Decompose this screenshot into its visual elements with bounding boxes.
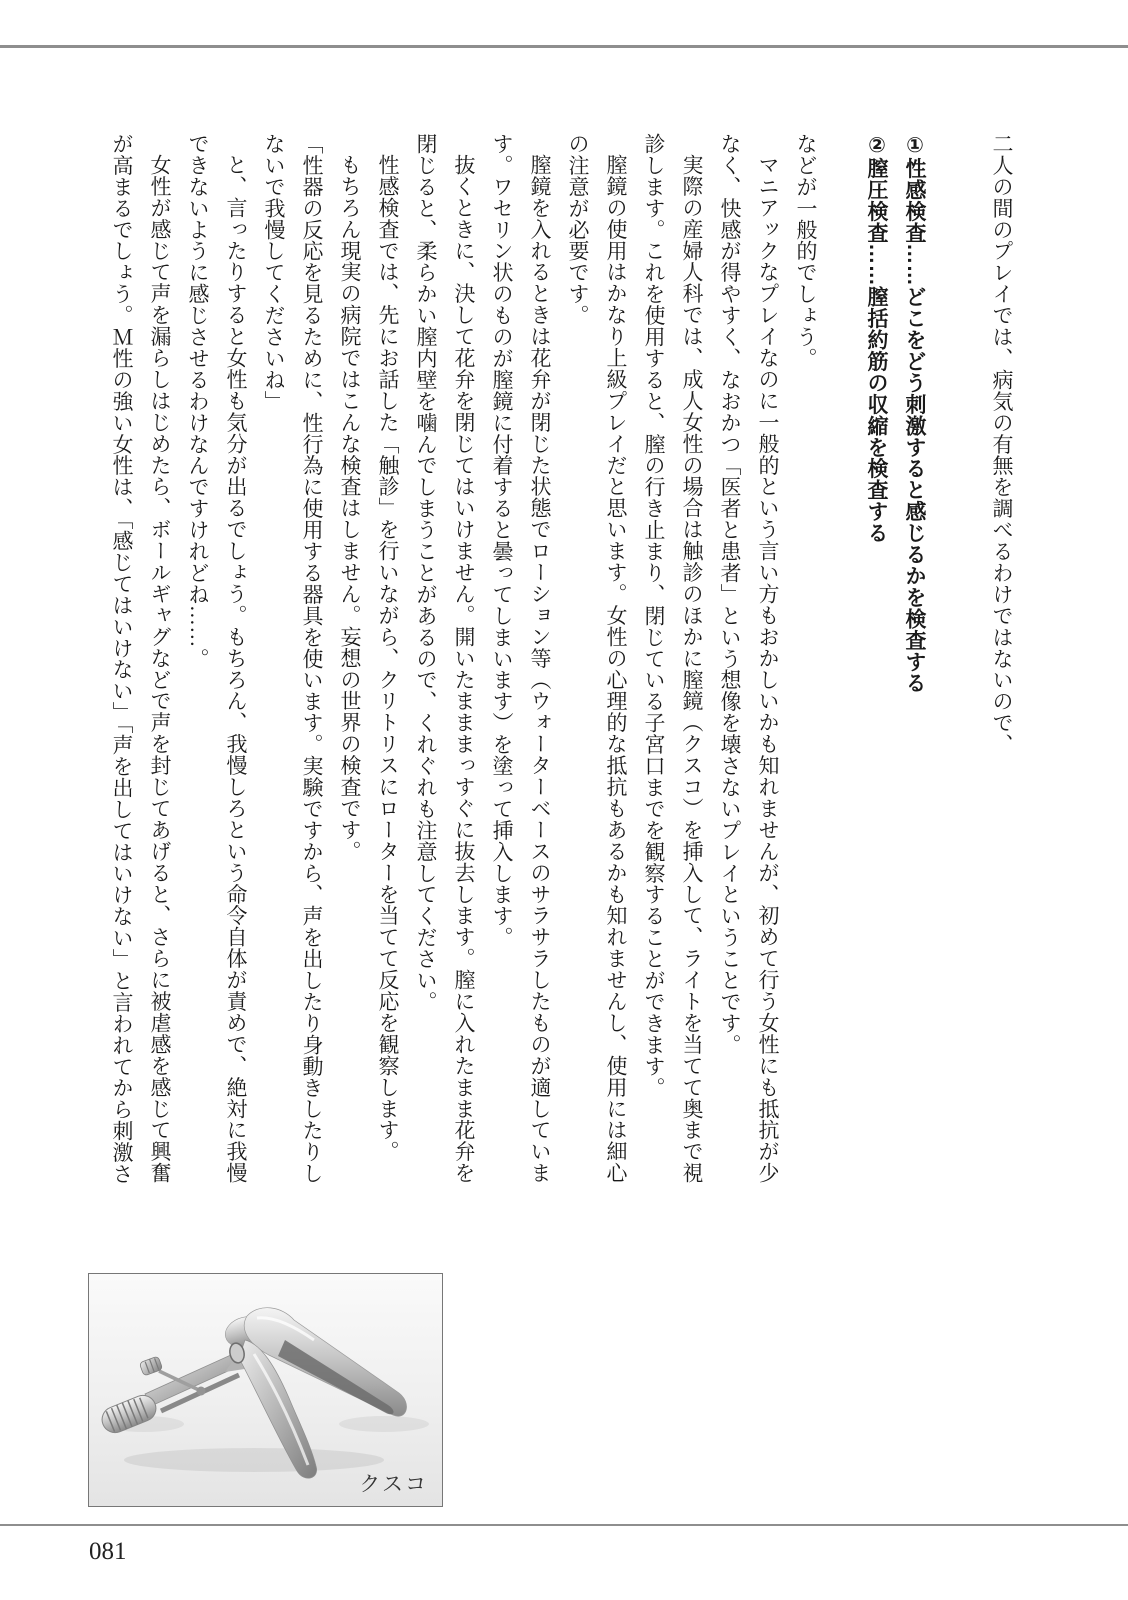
speculum-photo xyxy=(88,1273,443,1507)
top-rule xyxy=(0,45,1128,48)
text-column: ないで我慢してくださいね」 xyxy=(262,133,286,412)
figure-caption: クスコ xyxy=(359,1473,428,1496)
text-column: 実際の産婦人科では、成人女性の場合は触診のほかに膣鏡（クスコ）を挿入して、ライトを当てて奥まで視 xyxy=(680,154,704,1184)
text-column: もちろん現実の病院ではこんな検査はしません。妄想の世界の検査です。 xyxy=(338,154,362,862)
text-column: などが一般的でしょう。 xyxy=(794,133,818,369)
text-column: と、言ったりすると女性も気分が出るでしょう。もちろん、我慢しろという命令自体が責めで、絶対に我慢 xyxy=(224,154,248,1184)
text-column: 性感検査では、先にお話した「触診」を行いながら、クリトリスにローターを当てて反応を観察します。 xyxy=(376,154,400,1163)
list-item-2: ②膣圧検査……膣括約筋の収縮を検査する xyxy=(865,133,888,544)
list-item-1: ①性感検査……どこをどう刺激すると感じるかを検査する xyxy=(903,133,926,694)
text-column: できないように感じさせるわけなんですけれどね……。 xyxy=(186,133,210,670)
text-column: なく、快感が得やすく、なおかつ「医者と患者」という想像を壊さないプレイということです。 xyxy=(718,133,742,1056)
text-column: 診します。これを使用すると、膣の行き止まり、閉じている子宮口までを観察することができます。 xyxy=(642,133,666,1099)
text-column: 膣鏡を入れるときは花弁が閉じた状態でローション等（ウォーターベースのサラサラしたものが適していま xyxy=(528,154,552,1184)
text-column: 膣鏡の使用はかなり上級プレイだと思います。女性の心理的な抵抗もあるかも知れませんし、使用には細心 xyxy=(604,154,628,1184)
text-column: が高まるでしょう。Ｍ性の強い女性は、「感じてはいけない」「声を出してはいけない」と言われてから刺激さ xyxy=(110,133,134,1185)
text-column: 女性が感じて声を漏らしはじめたら、ボールギャグなどで声を封じてあげると、さらに被虐感を感じて興奮 xyxy=(148,154,172,1184)
text-column: す。ワセリン状のものが膣鏡に付着すると曇ってしまいます）を塗って挿入します。 xyxy=(490,133,514,949)
text-column: 抜くときに、決して花弁を閉じてはいけません。開いたまままっすぐに抜去します。膣に入れたまま花弁を xyxy=(452,154,476,1184)
text-column: の注意が必要です。 xyxy=(566,133,590,327)
text-column: 閉じると、柔らかい膣内壁を噛んでしまうことがあるので、くれぐれも注意してください。 xyxy=(414,133,438,1013)
text-column: 二人の間のプレイでは、病気の有無を調べるわけではないので、 xyxy=(990,133,1014,756)
text-column: マニアックなプレイなのに一般的という言い方もおかしいかも知れませんが、初めて行う女性にも抵抗が少 xyxy=(756,154,780,1184)
page-number: 081 xyxy=(89,1538,127,1565)
bottom-rule xyxy=(0,1524,1128,1526)
text-column: 「性器の反応を見るために、性行為に使用する器具を使います。実験ですから、声を出したり身動きしたりし xyxy=(300,133,324,1185)
